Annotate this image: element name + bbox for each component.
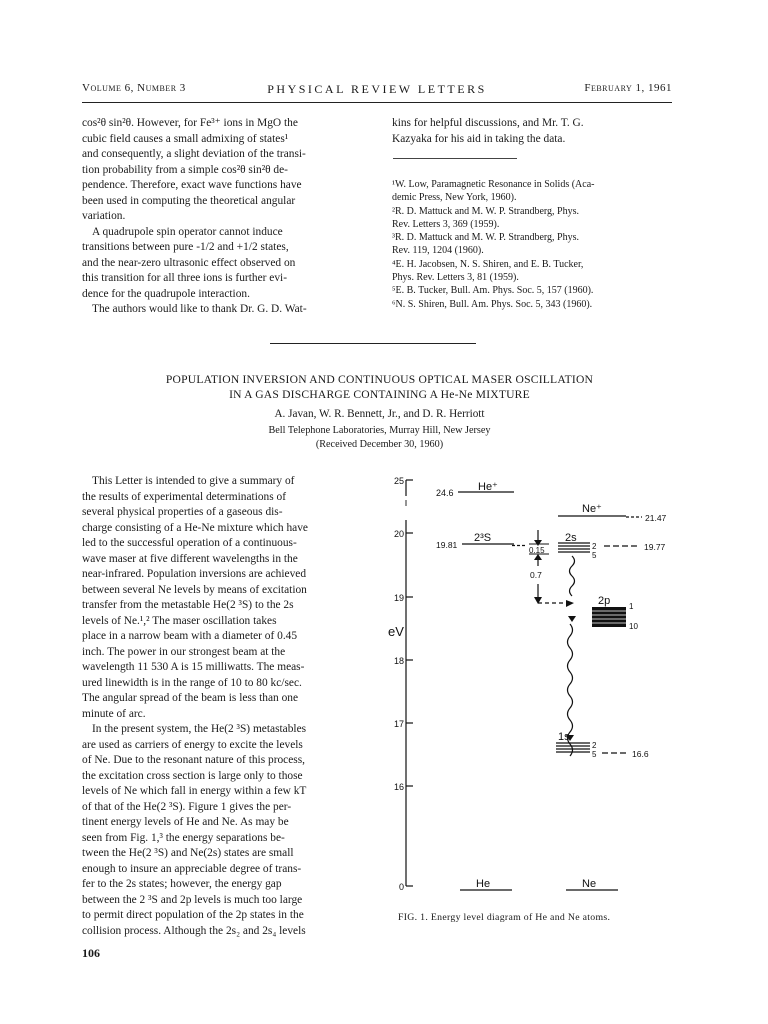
ne-ground-label: Ne	[582, 878, 597, 890]
article-title	[82, 372, 677, 402]
ne-2p-sub-bottom: 10	[629, 622, 638, 631]
text-line: seen from Fig. 1,³ the energy separations be-	[82, 831, 285, 844]
text-line: minute of arc.	[82, 707, 146, 720]
energy-level-diagram	[380, 466, 680, 906]
text-line: tion probability from a simple cos²θ sin²θ de-	[82, 163, 288, 176]
text-line: the results of experimental determinations of	[82, 490, 287, 503]
ne-1s-energy: 16.6	[632, 749, 649, 759]
text-line: cubic field causes a small admixing of states¹	[82, 132, 289, 145]
tick-label-20: 20	[393, 529, 404, 539]
volume-number: Volume 6, Number 3	[82, 82, 186, 94]
text-line: cos²θ sin²θ. However, for Fe³⁺ ions in MgO the	[82, 117, 298, 129]
text-line: variation.	[82, 210, 126, 222]
text-line: transfer from the metastable He(2 ³S) to the 2s	[82, 599, 294, 611]
footnote-line: ⁵E. B. Tucker, Bull. Am. Phys. Soc. 5, 157 (1960).	[392, 285, 594, 297]
tick-label-19: 19	[393, 593, 404, 603]
gap-small-label: 0.15	[529, 546, 545, 555]
text-line: The angular spread of the beam is less than one	[82, 692, 299, 704]
footnote-line: Rev. 119, 1204 (1960).	[392, 245, 484, 257]
figure-caption: FIG. 1. Energy level diagram of He and Ne atoms.	[398, 912, 611, 923]
text-line: been used in computing the theoretical angular	[82, 194, 296, 207]
text-line: place in a narrow beam with a diameter of 0.45	[82, 630, 298, 642]
text-line: levels of Ne.¹,² The maser oscillation takes	[82, 614, 277, 627]
footnote-line: ³R. D. Mattuck and M. W. P. Strandberg, Phys.	[392, 232, 579, 244]
gap-large-label: 0.7	[530, 570, 542, 580]
text-line: tween the He(2 ³S) and Ne(2s) states are small	[82, 847, 294, 859]
ne-plus-energy: 21.47	[645, 513, 667, 523]
text-line: charge consisting of a He-Ne mixture which have	[82, 521, 308, 534]
text-line: enough to insure an appreciable degree of trans-	[82, 862, 302, 875]
text-line: between several Ne levels by means of excitation	[82, 583, 307, 596]
text-line: led to the successful operation of a continuous-	[82, 537, 297, 549]
running-head	[82, 82, 672, 98]
article-affiliation: Bell Telephone Laboratories, Murray Hill, New Jersey	[268, 425, 491, 436]
footnote-line: ⁴E. H. Jacobsen, N. S. Shiren, and E. B. Tucker,	[392, 258, 584, 270]
wavy-arrow-head-1	[568, 616, 576, 622]
he-plus-label: He⁺	[478, 481, 498, 493]
footnote-line: ⁶N. S. Shiren, Bull. Am. Phys. Soc. 5, 343 (1960).	[392, 298, 593, 310]
footnotes	[392, 178, 677, 311]
ne-1s-sub-top: 2	[592, 741, 597, 750]
ne-2p-sub-top: 1	[629, 602, 634, 611]
ne-1s-label: 1s	[558, 731, 570, 743]
text-line: this transition for all three ions is further evi-	[82, 272, 287, 284]
he-23s-label: 2³S	[474, 532, 492, 544]
text-line: ured linewidth is in the range of 10 to 80 kc/sec.	[82, 676, 302, 689]
ne-2p-label: 2p	[598, 595, 611, 607]
ne-2p-level-block	[592, 607, 626, 627]
tick-label-0: 0	[398, 882, 404, 892]
he-23s-energy: 19.81	[436, 540, 458, 550]
text-line: and consequently, a slight deviation of the transi-	[82, 148, 306, 160]
footnote-line: Phys. Rev. Letters 3, 81 (1959).	[392, 272, 519, 284]
text-line: pendence. Therefore, exact wave functions have	[82, 179, 302, 191]
footnote-line: ²R. D. Mattuck and M. W. P. Strandberg, Phys.	[392, 205, 579, 217]
text-line: of that of the He(2 ³S). Figure 1 gives the per-	[82, 800, 292, 813]
issue-date: February 1, 1961	[584, 82, 672, 94]
footnote-rule	[393, 158, 517, 159]
text-line: and the near-zero ultrasonic effect observed on	[82, 256, 296, 269]
text-line: to permit direct population of the 2p states in the	[82, 909, 304, 921]
previous-letter-left-column	[82, 116, 372, 318]
text-line: tinent energy levels of He and Ne. As may be	[82, 816, 289, 828]
text-line: transitions between pure -1/2 and +1/2 states,	[82, 241, 289, 253]
text-line: are used as carriers of energy to excite the levels	[82, 738, 303, 751]
received-date: (Received December 30, 1960)	[315, 439, 444, 450]
text-line: In the present system, the He(2 ³S) metastables	[92, 723, 307, 735]
text-line: fer to the 2s states; however, the energy gap	[82, 878, 282, 890]
title-line-1: POPULATION INVERSION AND CONTINUOUS OPTICAL MASER OSCILLATION	[165, 373, 594, 386]
tick-label-25: 25	[393, 476, 404, 486]
y-axis-unit: eV	[388, 624, 404, 639]
letter-separator-rule	[270, 343, 476, 344]
text-line: Kazyaka for his aid in taking the data.	[392, 132, 566, 145]
header-rule	[82, 102, 672, 103]
text-line: of Ne. Due to the resonant nature of this process,	[82, 754, 306, 766]
text-line: kins for helpful discussions, and Mr. T. G.	[392, 117, 584, 129]
title-line-2: IN A GAS DISCHARGE CONTAINING A He-Ne MIXTURE	[229, 388, 530, 401]
ne-1s-sub-bottom: 5	[592, 750, 597, 759]
tick-label-16: 16	[393, 782, 404, 792]
page-number: 106	[82, 946, 100, 960]
he-plus-energy: 24.6	[436, 488, 454, 498]
ne-2s-label: 2s	[565, 532, 577, 544]
gap-07-side-arrow-head	[566, 600, 574, 607]
text-line: levels of Ne which fall in energy within a few kT	[82, 785, 307, 797]
text-line: A quadrupole spin operator cannot induce	[92, 225, 283, 238]
text-line: dence for the quadrupole interaction.	[82, 287, 250, 300]
text-line: collision process. Although the 2s₂ and 2s₄ levels	[82, 924, 306, 937]
article-body-column	[82, 474, 382, 939]
journal-name: PHYSICAL REVIEW LETTERS	[267, 82, 487, 96]
text-line: near-infrared. Population inversions are achieved	[82, 568, 307, 580]
text-line: This Letter is intended to give a summary of	[92, 475, 295, 487]
tick-label-17: 17	[393, 719, 404, 729]
ne-2s-sub-bottom: 5	[592, 551, 597, 560]
ne-plus-label: Ne⁺	[582, 503, 602, 515]
footnote-line: Rev. Letters 3, 369 (1959).	[392, 218, 500, 230]
ne-2s-energy: 19.77	[644, 542, 666, 552]
figure-1	[380, 466, 680, 906]
text-line: several physical properties of a gaseous dis-	[82, 506, 283, 518]
text-line: wave maser at five different wavelengths in the	[82, 552, 298, 565]
article-authors: A. Javan, W. R. Bennett, Jr., and D. R. Herriott	[274, 408, 485, 420]
tick-label-18: 18	[393, 656, 404, 666]
previous-letter-right-column	[392, 116, 677, 147]
footnote-line: demic Press, New York, 1960).	[392, 192, 517, 204]
text-line: between the 2 ³S and 2p levels is much too large	[82, 893, 303, 906]
ne-2s-sub-top: 2	[592, 542, 597, 551]
text-line: wavelength 11 530 A is 15 milliwatts. The meas-	[82, 661, 305, 673]
footnote-line: ¹W. Low, Paramagnetic Resonance in Solids (Aca-	[392, 179, 595, 190]
text-line: inch. The power in our strongest beam at the	[82, 645, 286, 658]
text-line: the excitation cross section is large only to those	[82, 769, 303, 782]
wavy-transition-2s-2p	[570, 556, 575, 596]
he-ground-label: He	[476, 878, 491, 890]
text-line: The authors would like to thank Dr. G. D. Wat-	[92, 303, 307, 315]
